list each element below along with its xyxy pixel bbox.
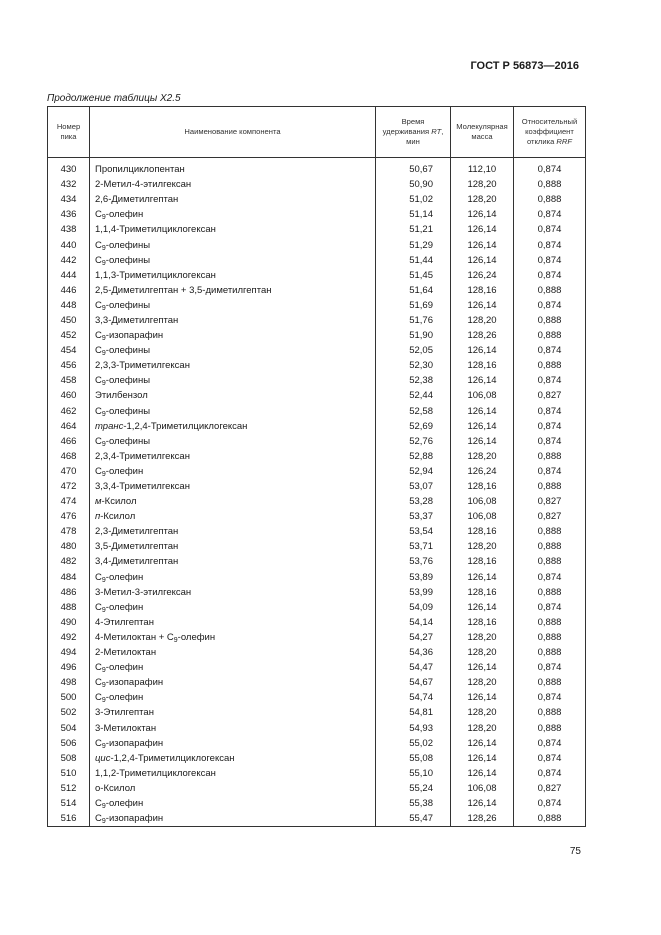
table-row xyxy=(48,539,586,554)
cell-molecular-mass: 106,08 xyxy=(451,509,514,524)
cell-molecular-mass: 126,14 xyxy=(451,404,514,419)
cell-number: 510 xyxy=(48,766,90,781)
cell-retention-time: 54,47 xyxy=(376,660,451,675)
col-header-retention-time: Время удерживания RT, мин xyxy=(376,107,451,158)
cell-molecular-mass: 128,20 xyxy=(451,675,514,690)
cell-retention-time: 51,69 xyxy=(376,298,451,313)
cell-component-name: 2,6-Диметилгептан xyxy=(90,192,376,207)
cell-retention-time: 54,14 xyxy=(376,615,451,630)
cell-rrf: 0,827 xyxy=(514,509,586,524)
cell-component-name: $C_9$-изопарафин xyxy=(90,736,376,751)
cell-retention-time: 53,28 xyxy=(376,494,451,509)
table-row xyxy=(48,207,586,222)
cell-rrf: 0,874 xyxy=(514,298,586,313)
cell-rrf: 0,888 xyxy=(514,192,586,207)
cell-component-name: $C_9$-олефины xyxy=(90,343,376,358)
cell-molecular-mass: 128,26 xyxy=(451,328,514,343)
cell-number: 446 xyxy=(48,283,90,298)
cell-retention-time: 52,69 xyxy=(376,419,451,434)
cell-molecular-mass: 106,08 xyxy=(451,388,514,403)
components-table xyxy=(47,106,586,827)
cell-component-name: 4-Метилоктан + $C_9$-олефин xyxy=(90,630,376,645)
cell-rrf: 0,888 xyxy=(514,524,586,539)
cell-molecular-mass: 128,16 xyxy=(451,554,514,569)
cell-component-name: $C_9$-олефины xyxy=(90,237,376,252)
cell-molecular-mass: 126,14 xyxy=(451,736,514,751)
cell-number: 468 xyxy=(48,449,90,464)
cell-retention-time: 55,38 xyxy=(376,796,451,811)
cell-rrf: 0,874 xyxy=(514,751,586,766)
table-row xyxy=(48,600,586,615)
cell-number: 500 xyxy=(48,690,90,705)
cell-component-name: Этилбензол xyxy=(90,388,376,403)
cell-component-name: $C_9$-олефин xyxy=(90,207,376,222)
cell-component-name: $C_9$-олефин xyxy=(90,796,376,811)
cell-rrf: 0,874 xyxy=(514,207,586,222)
cell-retention-time: 52,38 xyxy=(376,373,451,388)
cell-component-name: $C_9$-олефин xyxy=(90,570,376,585)
cell-retention-time: 51,76 xyxy=(376,313,451,328)
cell-number: 470 xyxy=(48,464,90,479)
cell-number: 476 xyxy=(48,509,90,524)
table-row xyxy=(48,479,586,494)
cell-number: 438 xyxy=(48,222,90,237)
cell-retention-time: 55,47 xyxy=(376,811,451,827)
cell-molecular-mass: 126,14 xyxy=(451,796,514,811)
cell-component-name: 2-Метил-4-этилгексан xyxy=(90,177,376,192)
cell-number: 434 xyxy=(48,192,90,207)
cell-molecular-mass: 126,14 xyxy=(451,600,514,615)
cell-retention-time: 55,10 xyxy=(376,766,451,781)
cell-number: 484 xyxy=(48,570,90,585)
cell-rrf: 0,888 xyxy=(514,585,586,600)
cell-component-name: $C_9$-олефин xyxy=(90,690,376,705)
cell-number: 440 xyxy=(48,237,90,252)
table-row xyxy=(48,781,586,796)
cell-molecular-mass: 126,14 xyxy=(451,237,514,252)
cell-component-name: 3,3,4-Триметилгексан xyxy=(90,479,376,494)
table-row xyxy=(48,268,586,283)
table-row xyxy=(48,373,586,388)
cell-rrf: 0,888 xyxy=(514,645,586,660)
cell-number: 504 xyxy=(48,720,90,735)
cell-retention-time: 54,67 xyxy=(376,675,451,690)
cell-rrf: 0,874 xyxy=(514,690,586,705)
cell-rrf: 0,888 xyxy=(514,539,586,554)
cell-component-name: 1,1,4-Триметилциклогексан xyxy=(90,222,376,237)
cell-number: 496 xyxy=(48,660,90,675)
table-row xyxy=(48,796,586,811)
cell-number: 490 xyxy=(48,615,90,630)
page-number: 75 xyxy=(569,846,581,857)
table-caption: Продолжение таблицы X2.5 xyxy=(47,93,181,104)
cell-number: 488 xyxy=(48,600,90,615)
cell-retention-time: 51,64 xyxy=(376,283,451,298)
cell-number: 448 xyxy=(48,298,90,313)
table-row xyxy=(48,404,586,419)
cell-molecular-mass: 126,24 xyxy=(451,464,514,479)
cell-component-name: 1,1,3-Триметилциклогексан xyxy=(90,268,376,283)
cell-rrf: 0,888 xyxy=(514,283,586,298)
cell-number: 482 xyxy=(48,554,90,569)
cell-number: 478 xyxy=(48,524,90,539)
table-header-row xyxy=(48,107,586,158)
cell-retention-time: 54,74 xyxy=(376,690,451,705)
cell-molecular-mass: 128,16 xyxy=(451,585,514,600)
cell-component-name: $C_9$-олефины xyxy=(90,404,376,419)
cell-rrf: 0,888 xyxy=(514,328,586,343)
cell-component-name: $C_9$-олефин xyxy=(90,660,376,675)
cell-component-name: $C_9$-олефин xyxy=(90,600,376,615)
cell-rrf: 0,888 xyxy=(514,449,586,464)
cell-rrf: 0,888 xyxy=(514,811,586,827)
cell-component-name: 3,3-Диметилгептан xyxy=(90,313,376,328)
table-row xyxy=(48,253,586,268)
cell-rrf: 0,874 xyxy=(514,570,586,585)
cell-number: 462 xyxy=(48,404,90,419)
table-row xyxy=(48,751,586,766)
cell-component-name: 3-Метил-3-этилгексан xyxy=(90,585,376,600)
cell-molecular-mass: 128,16 xyxy=(451,283,514,298)
cell-rrf: 0,874 xyxy=(514,766,586,781)
cell-number: 432 xyxy=(48,177,90,192)
cell-number: 492 xyxy=(48,630,90,645)
cell-molecular-mass: 126,14 xyxy=(451,690,514,705)
cell-number: 430 xyxy=(48,158,90,178)
cell-rrf: 0,874 xyxy=(514,600,586,615)
cell-retention-time: 55,24 xyxy=(376,781,451,796)
cell-retention-time: 51,90 xyxy=(376,328,451,343)
cell-molecular-mass: 128,20 xyxy=(451,313,514,328)
table-row xyxy=(48,570,586,585)
cell-component-name: 3,4-Диметилгептан xyxy=(90,554,376,569)
table-row xyxy=(48,660,586,675)
cell-molecular-mass: 128,20 xyxy=(451,630,514,645)
cell-molecular-mass: 112,10 xyxy=(451,158,514,178)
cell-component-name: транс-1,2,4-Триметилциклогексан xyxy=(90,419,376,434)
cell-number: 466 xyxy=(48,434,90,449)
table-row xyxy=(48,585,586,600)
cell-component-name: $C_9$-олефины xyxy=(90,434,376,449)
cell-retention-time: 52,05 xyxy=(376,343,451,358)
cell-rrf: 0,888 xyxy=(514,615,586,630)
cell-retention-time: 53,71 xyxy=(376,539,451,554)
cell-retention-time: 51,44 xyxy=(376,253,451,268)
cell-retention-time: 54,81 xyxy=(376,705,451,720)
cell-retention-time: 52,88 xyxy=(376,449,451,464)
table-row xyxy=(48,615,586,630)
cell-number: 436 xyxy=(48,207,90,222)
table-row xyxy=(48,358,586,373)
cell-rrf: 0,874 xyxy=(514,464,586,479)
cell-retention-time: 54,93 xyxy=(376,720,451,735)
cell-rrf: 0,874 xyxy=(514,404,586,419)
cell-retention-time: 53,37 xyxy=(376,509,451,524)
cell-rrf: 0,874 xyxy=(514,419,586,434)
cell-rrf: 0,874 xyxy=(514,434,586,449)
cell-number: 486 xyxy=(48,585,90,600)
table-row xyxy=(48,298,586,313)
cell-rrf: 0,888 xyxy=(514,358,586,373)
cell-number: 454 xyxy=(48,343,90,358)
cell-retention-time: 54,09 xyxy=(376,600,451,615)
table-row xyxy=(48,237,586,252)
cell-rrf: 0,888 xyxy=(514,720,586,735)
cell-retention-time: 54,27 xyxy=(376,630,451,645)
cell-retention-time: 53,99 xyxy=(376,585,451,600)
cell-molecular-mass: 128,16 xyxy=(451,479,514,494)
table-row xyxy=(48,177,586,192)
cell-molecular-mass: 126,14 xyxy=(451,373,514,388)
cell-component-name: 2,3,3-Триметилгексан xyxy=(90,358,376,373)
cell-component-name: 2,3,4-Триметилгексан xyxy=(90,449,376,464)
table-row xyxy=(48,645,586,660)
cell-rrf: 0,874 xyxy=(514,736,586,751)
cell-molecular-mass: 126,14 xyxy=(451,253,514,268)
cell-retention-time: 55,08 xyxy=(376,751,451,766)
cell-retention-time: 51,21 xyxy=(376,222,451,237)
cell-component-name: п-Ксилол xyxy=(90,509,376,524)
table-row xyxy=(48,283,586,298)
cell-component-name: 3-Метилоктан xyxy=(90,720,376,735)
table-row xyxy=(48,434,586,449)
table-row xyxy=(48,720,586,735)
table-row xyxy=(48,464,586,479)
cell-retention-time: 53,07 xyxy=(376,479,451,494)
cell-retention-time: 51,02 xyxy=(376,192,451,207)
cell-molecular-mass: 128,16 xyxy=(451,358,514,373)
table-row xyxy=(48,675,586,690)
cell-molecular-mass: 126,14 xyxy=(451,766,514,781)
cell-molecular-mass: 128,26 xyxy=(451,811,514,827)
table-row xyxy=(48,158,586,178)
table-row xyxy=(48,736,586,751)
cell-component-name: $C_9$-изопарафин xyxy=(90,675,376,690)
col-header-number: Номер пика xyxy=(48,107,90,158)
cell-number: 498 xyxy=(48,675,90,690)
cell-retention-time: 50,90 xyxy=(376,177,451,192)
cell-number: 494 xyxy=(48,645,90,660)
cell-molecular-mass: 128,20 xyxy=(451,720,514,735)
cell-molecular-mass: 126,14 xyxy=(451,419,514,434)
cell-retention-time: 53,89 xyxy=(376,570,451,585)
cell-component-name: 2,5-Диметилгептан + 3,5-диметилгептан xyxy=(90,283,376,298)
cell-component-name: $C_9$-олефин xyxy=(90,464,376,479)
cell-rrf: 0,874 xyxy=(514,253,586,268)
table-row xyxy=(48,766,586,781)
cell-molecular-mass: 126,24 xyxy=(451,268,514,283)
cell-component-name: м-Ксилол xyxy=(90,494,376,509)
cell-molecular-mass: 106,08 xyxy=(451,494,514,509)
cell-molecular-mass: 126,14 xyxy=(451,222,514,237)
cell-number: 460 xyxy=(48,388,90,403)
cell-rrf: 0,888 xyxy=(514,705,586,720)
cell-number: 442 xyxy=(48,253,90,268)
table-row xyxy=(48,328,586,343)
cell-rrf: 0,874 xyxy=(514,373,586,388)
cell-molecular-mass: 128,20 xyxy=(451,177,514,192)
cell-molecular-mass: 128,20 xyxy=(451,705,514,720)
col-header-rrf: Относительный коэффициент отклика RRF xyxy=(514,107,586,158)
table-row xyxy=(48,554,586,569)
cell-component-name: о-Ксилол xyxy=(90,781,376,796)
table-row xyxy=(48,509,586,524)
cell-retention-time: 55,02 xyxy=(376,736,451,751)
cell-number: 458 xyxy=(48,373,90,388)
cell-component-name: 1,1,2-Триметилциклогексан xyxy=(90,766,376,781)
table-row xyxy=(48,343,586,358)
cell-number: 452 xyxy=(48,328,90,343)
table-row xyxy=(48,222,586,237)
cell-retention-time: 51,29 xyxy=(376,237,451,252)
cell-rrf: 0,888 xyxy=(514,479,586,494)
table-row xyxy=(48,630,586,645)
cell-molecular-mass: 128,20 xyxy=(451,539,514,554)
cell-rrf: 0,874 xyxy=(514,158,586,178)
cell-rrf: 0,874 xyxy=(514,237,586,252)
cell-component-name: $C_9$-олефины xyxy=(90,253,376,268)
cell-rrf: 0,827 xyxy=(514,781,586,796)
cell-number: 444 xyxy=(48,268,90,283)
cell-number: 480 xyxy=(48,539,90,554)
cell-rrf: 0,874 xyxy=(514,660,586,675)
cell-retention-time: 52,44 xyxy=(376,388,451,403)
cell-rrf: 0,874 xyxy=(514,268,586,283)
cell-rrf: 0,874 xyxy=(514,796,586,811)
cell-number: 514 xyxy=(48,796,90,811)
cell-molecular-mass: 128,20 xyxy=(451,449,514,464)
cell-retention-time: 53,76 xyxy=(376,554,451,569)
cell-retention-time: 52,76 xyxy=(376,434,451,449)
cell-number: 450 xyxy=(48,313,90,328)
cell-rrf: 0,888 xyxy=(514,630,586,645)
cell-molecular-mass: 128,16 xyxy=(451,524,514,539)
cell-component-name: 4-Этилгептан xyxy=(90,615,376,630)
table-row xyxy=(48,419,586,434)
cell-number: 502 xyxy=(48,705,90,720)
cell-molecular-mass: 126,14 xyxy=(451,434,514,449)
cell-molecular-mass: 128,20 xyxy=(451,192,514,207)
cell-retention-time: 52,58 xyxy=(376,404,451,419)
cell-retention-time: 50,67 xyxy=(376,158,451,178)
cell-component-name: цис-1,2,4-Триметилциклогексан xyxy=(90,751,376,766)
cell-number: 456 xyxy=(48,358,90,373)
table-row xyxy=(48,388,586,403)
col-header-molecular-mass: Молекулярная масса xyxy=(451,107,514,158)
cell-molecular-mass: 126,14 xyxy=(451,207,514,222)
cell-number: 474 xyxy=(48,494,90,509)
cell-number: 508 xyxy=(48,751,90,766)
cell-retention-time: 52,30 xyxy=(376,358,451,373)
cell-molecular-mass: 126,14 xyxy=(451,751,514,766)
cell-rrf: 0,874 xyxy=(514,222,586,237)
table-row xyxy=(48,705,586,720)
cell-rrf: 0,827 xyxy=(514,494,586,509)
cell-component-name: $C_9$-олефины xyxy=(90,298,376,313)
table-row xyxy=(48,524,586,539)
cell-component-name: $C_9$-изопарафин xyxy=(90,811,376,827)
cell-rrf: 0,827 xyxy=(514,388,586,403)
cell-component-name: $C_9$-изопарафин xyxy=(90,328,376,343)
cell-molecular-mass: 126,14 xyxy=(451,343,514,358)
standard-number: ГОСТ Р 56873—2016 xyxy=(470,60,579,72)
cell-retention-time: 53,54 xyxy=(376,524,451,539)
cell-retention-time: 54,36 xyxy=(376,645,451,660)
cell-molecular-mass: 128,20 xyxy=(451,645,514,660)
cell-component-name: $C_9$-олефины xyxy=(90,373,376,388)
cell-component-name: Пропилциклопентан xyxy=(90,158,376,178)
table-row xyxy=(48,192,586,207)
table-row xyxy=(48,690,586,705)
cell-molecular-mass: 128,16 xyxy=(451,615,514,630)
cell-component-name: 3,5-Диметилгептан xyxy=(90,539,376,554)
cell-retention-time: 52,94 xyxy=(376,464,451,479)
col-header-name: Наименование компонента xyxy=(90,107,376,158)
cell-molecular-mass: 126,14 xyxy=(451,660,514,675)
cell-retention-time: 51,45 xyxy=(376,268,451,283)
cell-number: 472 xyxy=(48,479,90,494)
cell-number: 464 xyxy=(48,419,90,434)
cell-rrf: 0,888 xyxy=(514,675,586,690)
table-row xyxy=(48,449,586,464)
cell-component-name: 2-Метилоктан xyxy=(90,645,376,660)
cell-rrf: 0,874 xyxy=(514,343,586,358)
table-row xyxy=(48,313,586,328)
cell-number: 516 xyxy=(48,811,90,827)
cell-number: 512 xyxy=(48,781,90,796)
cell-rrf: 0,888 xyxy=(514,554,586,569)
cell-molecular-mass: 126,14 xyxy=(451,298,514,313)
cell-component-name: 3-Этилгептан xyxy=(90,705,376,720)
cell-rrf: 0,888 xyxy=(514,177,586,192)
cell-molecular-mass: 126,14 xyxy=(451,570,514,585)
cell-component-name: 2,3-Диметилгептан xyxy=(90,524,376,539)
cell-molecular-mass: 106,08 xyxy=(451,781,514,796)
cell-retention-time: 51,14 xyxy=(376,207,451,222)
cell-number: 506 xyxy=(48,736,90,751)
table-row xyxy=(48,494,586,509)
table-row xyxy=(48,811,586,827)
cell-rrf: 0,888 xyxy=(514,313,586,328)
